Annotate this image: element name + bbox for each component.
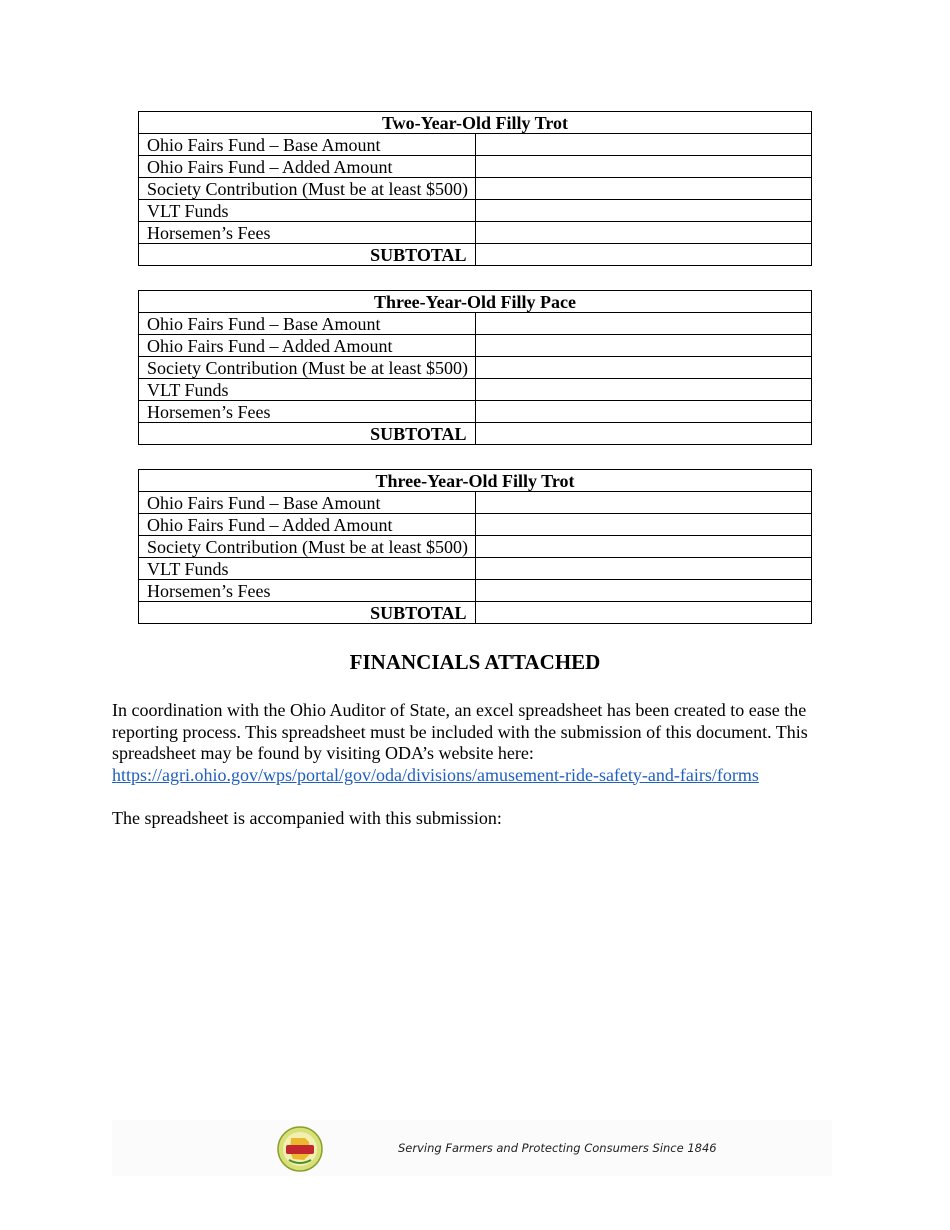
row-label: Society Contribution (Must be at least $500) [139,178,476,200]
submission-statement: The spreadsheet is accompanied with this submission: [112,808,502,828]
row-label: Ohio Fairs Fund – Added Amount [139,335,476,357]
financials-paragraph [112,700,842,786]
race-table-two-year-old-filly-trot [138,111,812,266]
subtotal-row [139,423,812,445]
row-label: Horsemen’s Fees [139,580,476,602]
amount-cell[interactable] [475,222,812,244]
table-row [139,357,812,379]
row-label: VLT Funds [139,558,476,580]
table-row [139,313,812,335]
amount-cell[interactable] [475,156,812,178]
table-title: Two-Year-Old Filly Trot [139,112,812,134]
amount-cell[interactable] [475,335,812,357]
amount-cell[interactable] [475,313,812,335]
amount-cell[interactable] [475,514,812,536]
amount-cell[interactable] [475,178,812,200]
subtotal-row [139,602,812,624]
subtotal-label: SUBTOTAL [139,244,476,266]
table-row [139,492,812,514]
race-table-three-year-old-filly-trot [138,469,812,624]
amount-cell[interactable] [475,357,812,379]
table-row [139,401,812,423]
table-row [139,580,812,602]
row-label: Ohio Fairs Fund – Added Amount [139,156,476,178]
table-row [139,335,812,357]
row-label: Society Contribution (Must be at least $500) [139,357,476,379]
subtotal-label: SUBTOTAL [139,423,476,445]
amount-cell[interactable] [475,492,812,514]
footer-tagline: Serving Farmers and Protecting Consumers Since 1846 [398,1141,717,1155]
amount-cell[interactable] [475,200,812,222]
row-label: Ohio Fairs Fund – Base Amount [139,492,476,514]
row-label: Horsemen’s Fees [139,401,476,423]
subtotal-cell[interactable] [475,244,812,266]
row-label: VLT Funds [139,200,476,222]
amount-cell[interactable] [475,134,812,156]
row-label: Ohio Fairs Fund – Added Amount [139,514,476,536]
amount-cell[interactable] [475,580,812,602]
race-table-three-year-old-filly-pace [138,290,812,445]
forms-link[interactable]: https://agri.ohio.gov/wps/portal/gov/oda/divisions/amusement-ride-safety-and-fairs/forms [112,764,759,785]
amount-cell[interactable] [475,379,812,401]
table-row [139,200,812,222]
subtotal-cell[interactable] [475,602,812,624]
row-label: Ohio Fairs Fund – Base Amount [139,134,476,156]
table-title: Three-Year-Old Filly Trot [139,470,812,492]
amount-cell[interactable] [475,558,812,580]
table-row [139,134,812,156]
financials-text: In coordination with the Ohio Auditor of State, an excel spreadsheet has been created to ease the reporting process. This spreadsheet must be included with the submission of this document. This spreadsheet may be found by visiting ODA’s website here: [112,700,808,763]
row-label: Society Contribution (Must be at least $500) [139,536,476,558]
table-row [139,379,812,401]
table-row [139,514,812,536]
table-row [139,558,812,580]
financials-heading: FINANCIALS ATTACHED [349,650,601,674]
subtotal-label: SUBTOTAL [139,602,476,624]
table-row [139,536,812,558]
table-row [139,178,812,200]
ohio-proud-logo [277,1126,323,1172]
row-label: VLT Funds [139,379,476,401]
table-row [139,156,812,178]
table-title: Three-Year-Old Filly Pace [139,291,812,313]
subtotal-row [139,244,812,266]
subtotal-cell[interactable] [475,423,812,445]
row-label: Horsemen’s Fees [139,222,476,244]
amount-cell[interactable] [475,536,812,558]
amount-cell[interactable] [475,401,812,423]
table-row [139,222,812,244]
row-label: Ohio Fairs Fund – Base Amount [139,313,476,335]
